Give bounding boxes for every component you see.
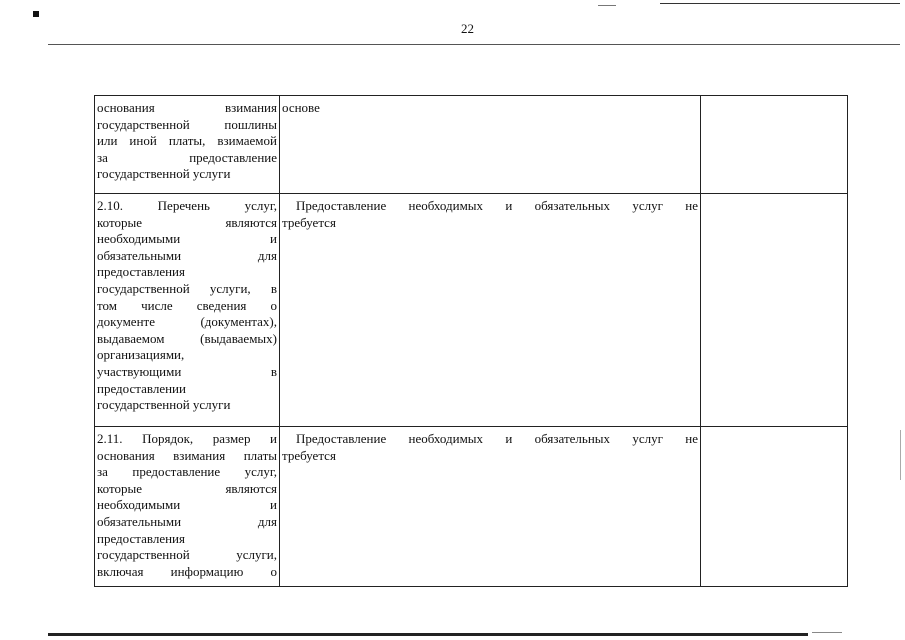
- cell-line: основания взимания платы: [97, 447, 277, 463]
- cell-line: организациями,: [97, 347, 185, 363]
- row-1-note-cell: [701, 96, 848, 194]
- cell-line: выдаваемом (выдаваемых): [97, 330, 277, 346]
- row-2-note-cell: [701, 194, 848, 427]
- cell-line: государственной услуги: [97, 397, 231, 413]
- cell-line: основания взимания: [97, 100, 277, 115]
- row-2-title-cell: [95, 194, 280, 427]
- cell-line: или иной платы, взимаемой: [97, 133, 277, 149]
- regulation-table: [94, 95, 848, 587]
- cell-line: предоставления: [97, 264, 185, 280]
- footer-rule: [48, 633, 808, 636]
- cell-line: предоставлении: [97, 380, 186, 396]
- page-number: 22: [461, 21, 474, 36]
- cell-line: включая информацию о: [97, 563, 277, 579]
- cell-line: которые являются: [97, 214, 277, 230]
- scan-edge-mark: [900, 430, 901, 480]
- cell-line: основе: [282, 100, 320, 115]
- scan-corner-mark: [33, 11, 39, 17]
- cell-line: необходимыми и: [97, 231, 277, 247]
- cell-line: документе (документах),: [97, 314, 277, 330]
- cell-line: государственной пошлины: [97, 116, 277, 132]
- cell-line: обязательными для: [97, 513, 277, 529]
- table-row: [95, 427, 848, 587]
- cell-line: обязательными для: [97, 247, 277, 263]
- cell-line: за предоставление услуг,: [97, 464, 277, 480]
- row-1-title-cell: [95, 96, 280, 194]
- cell-line: за предоставление: [97, 149, 277, 165]
- cell-line: Предоставление необходимых и обязательных услуг не: [296, 431, 698, 446]
- cell-line: государственной услуги: [97, 166, 231, 182]
- cell-line: требуется: [282, 214, 336, 230]
- table-row: [95, 194, 848, 427]
- row-3-content-cell: [280, 427, 701, 587]
- header-rule: [48, 44, 900, 45]
- cell-line: государственной услуги,: [97, 547, 277, 563]
- cell-line: предоставления: [97, 530, 185, 546]
- scan-top-edge-line: [660, 3, 900, 4]
- scan-bottom-dash: [812, 632, 842, 633]
- cell-line: государственной услуги, в: [97, 280, 277, 296]
- cell-line: участвующими в: [97, 363, 277, 379]
- cell-line: которые являются: [97, 480, 277, 496]
- row-2-content-cell: [280, 194, 701, 427]
- cell-line: 2.10. Перечень услуг,: [97, 198, 277, 213]
- row-3-note-cell: [701, 427, 848, 587]
- cell-line: требуется: [282, 447, 336, 463]
- row-1-content-cell: [280, 96, 701, 194]
- cell-line: 2.11. Порядок, размер и: [97, 431, 277, 446]
- cell-line: необходимыми и: [97, 497, 277, 513]
- cell-line: том числе сведения о: [97, 297, 277, 313]
- table-row: [95, 96, 848, 194]
- cell-line: Предоставление необходимых и обязательных услуг не: [296, 198, 698, 213]
- scan-top-edge-dash: [598, 5, 616, 6]
- row-3-title-cell: [95, 427, 280, 587]
